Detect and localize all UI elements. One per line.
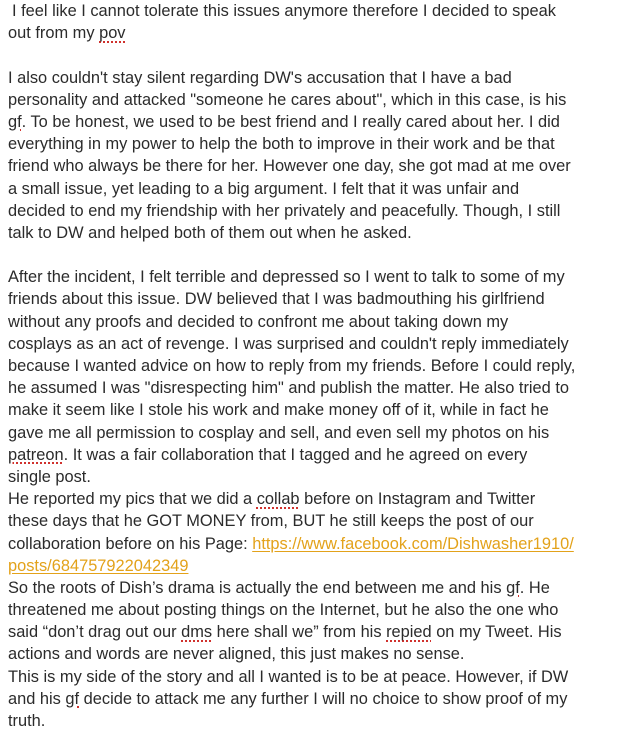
text-run: on my Tweet. His — [431, 623, 562, 642]
text-line: cosplays as an act of revenge. I was surprised and couldn't reply immediately — [8, 334, 569, 353]
paragraph-gap — [8, 44, 608, 66]
text-line: friends about this issue. DW believed that I was badmouthing his girlfriend — [8, 290, 545, 309]
text-line: decided to end my friendship with her privately and peacefully. Though, I still — [8, 201, 561, 220]
misspelled-word[interactable]: patreon — [8, 445, 64, 464]
document-body — [8, 0, 608, 732]
misspelled-word[interactable]: gf — [65, 689, 80, 708]
misspelled-word[interactable]: pov — [99, 24, 126, 43]
text-line — [8, 533, 608, 555]
text-line: a small issue, yet leading to a big argument. I felt that it was unfair and — [8, 179, 520, 198]
text-line — [8, 621, 608, 643]
text-line — [8, 22, 608, 44]
text-run: . It was a fair collaboration that I tagged and he agreed on every — [63, 445, 528, 464]
text-run: So the roots of Dish’s drama is actually the end between me and his — [8, 578, 507, 597]
text-line: because I wanted advice on how to reply from my friends. Before I could reply, — [8, 357, 576, 375]
text-run: and his — [8, 689, 66, 708]
text-line: threatened me about posting things on the Internet, but he also the one who — [8, 601, 559, 620]
text-line — [8, 444, 608, 466]
text-line: I feel like I cannot tolerate this issues anymore therefore I decided to speak — [12, 2, 556, 20]
text-line: without any proofs and decided to confront me about taking down my — [8, 312, 509, 331]
misspelled-word[interactable]: gf — [8, 112, 22, 131]
text-line: talk to DW and helped both of them out when he asked. — [8, 223, 412, 242]
text-run: decide to attack me any further I will no choice to show proof of my — [79, 689, 568, 708]
text-line: After the incident, I felt terrible and depressed so I went to talk to some of my — [8, 268, 565, 287]
text-run: collaboration before on his Page: — [8, 534, 253, 553]
text-line: personality and attacked "someone he cares about", which in this case, is his — [8, 90, 567, 109]
misspelled-word[interactable]: collab — [256, 490, 300, 509]
text-line: truth. — [8, 712, 46, 730]
text-line: actions and words are never aligned, this just makes no sense. — [8, 645, 465, 664]
misspelled-word[interactable]: gf — [506, 578, 520, 597]
text-run: . He — [519, 578, 550, 597]
text-line — [8, 111, 608, 133]
text-line: gave me all permission to cosplay and sell, and even sell my photos on his — [8, 423, 550, 442]
text-line: these days that he GOT MONEY from, BUT he still keeps the post of our — [8, 512, 534, 531]
text-line: friend who always be there for her. However one day, she got mad at me over — [8, 157, 571, 176]
misspelled-word[interactable]: dms — [181, 623, 213, 642]
text-run: before on Instagram and Twitter — [299, 490, 536, 509]
misspelled-word[interactable]: repied — [386, 623, 432, 642]
text-line — [8, 555, 608, 577]
text-run: said “don’t drag out our — [8, 623, 182, 642]
text-line: everything in my power to help the both to improve in their work and be that — [8, 135, 555, 154]
text-run: . To be honest, we used to be best friend and I really cared about her. I did — [21, 112, 560, 131]
text-line — [8, 577, 608, 599]
text-line: single post. — [8, 467, 91, 486]
text-line: he assumed I was "disrespecting him" and publish the matter. He also tried to — [8, 379, 570, 398]
text-run: He reported my pics that we did a — [8, 490, 257, 509]
facebook-post-link-continued[interactable]: posts/684757922042349 — [8, 556, 189, 575]
text-line — [8, 688, 608, 710]
text-line: This is my side of the story and all I wanted is to be at peace. However, if DW — [8, 667, 569, 686]
text-run: out from my — [8, 24, 100, 43]
text-line: make it seem like I stole his work and make money off of it, while in fact he — [8, 401, 549, 420]
text-line: I also couldn't stay silent regarding DW's accusation that I have a bad — [8, 68, 512, 87]
text-run: here shall we” from his — [212, 623, 387, 642]
text-line — [8, 488, 608, 510]
paragraph-gap — [8, 244, 608, 266]
facebook-post-link[interactable]: https://www.facebook.com/Dishwasher1910/ — [252, 534, 574, 553]
